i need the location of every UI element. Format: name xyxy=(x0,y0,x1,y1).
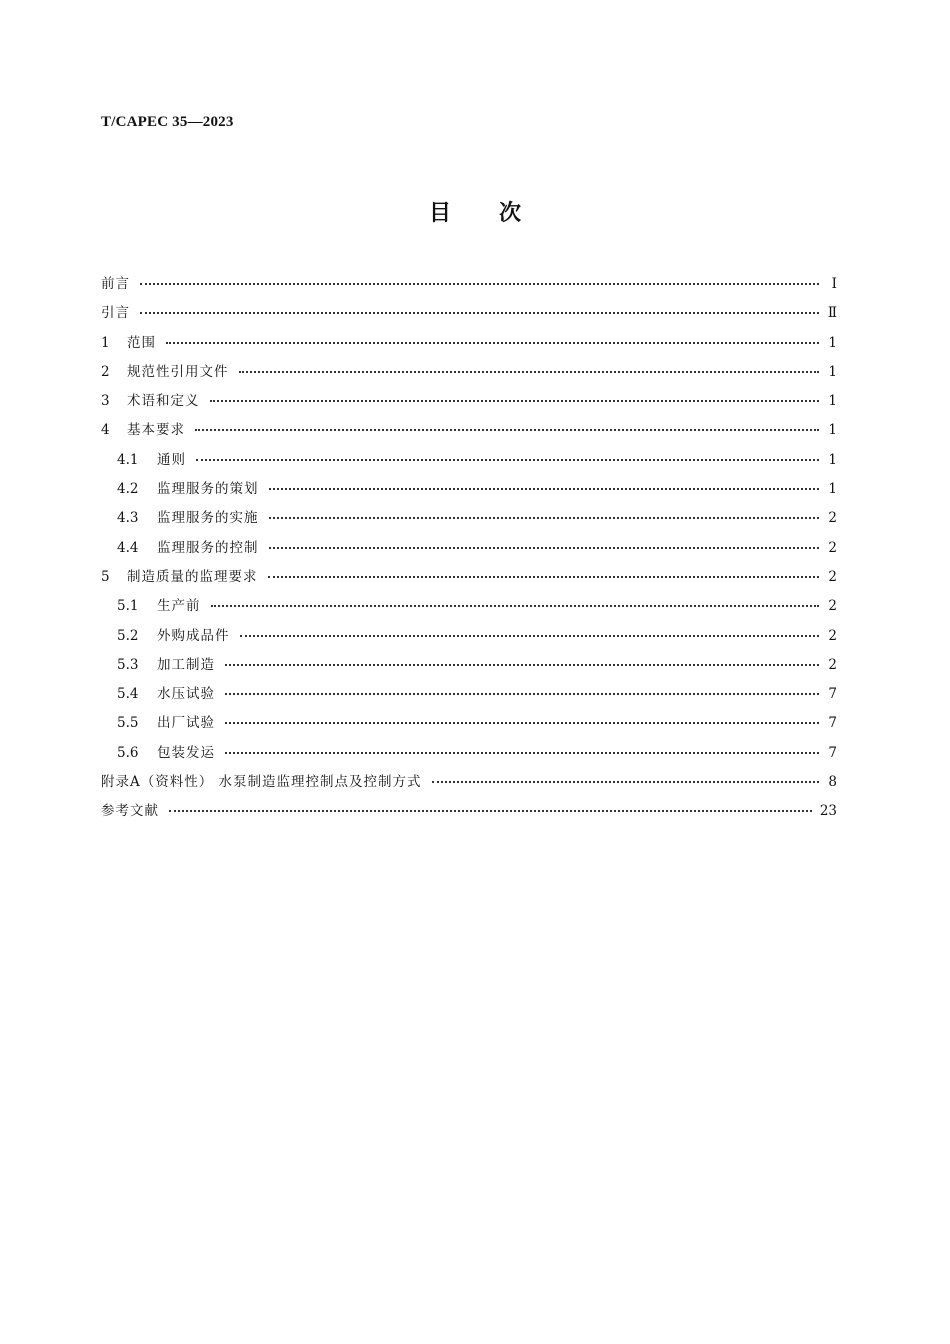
toc-entry-number: 5.3 xyxy=(117,656,139,673)
toc-entry-number: 5.6 xyxy=(117,744,139,761)
toc-entry[interactable] xyxy=(101,446,837,475)
toc-dot-leader xyxy=(225,752,819,754)
toc-entry-page: 1 xyxy=(828,334,837,351)
toc-entry-page: 2 xyxy=(828,656,837,673)
toc-dot-leader xyxy=(195,429,819,431)
toc-entry-page: 1 xyxy=(828,422,837,439)
toc-entry-label: 外购成品件 xyxy=(157,627,230,644)
toc-entry-label: 水压试验 xyxy=(157,686,215,703)
toc-entry-number: 4.1 xyxy=(117,451,139,468)
toc-dot-leader xyxy=(225,693,819,695)
toc-entry[interactable] xyxy=(101,592,837,621)
toc-entry[interactable] xyxy=(101,739,837,768)
toc-entry[interactable] xyxy=(101,709,837,738)
toc-dot-leader xyxy=(140,283,819,285)
toc-entry-page: Ⅱ xyxy=(827,305,837,322)
toc-entry-page: 2 xyxy=(828,598,837,615)
toc-entry-label: 基本要求 xyxy=(127,422,185,439)
toc-entry-label: 规范性引用文件 xyxy=(127,363,229,380)
toc-entry-page: 7 xyxy=(828,715,837,732)
toc-entry-number: 5.1 xyxy=(117,598,139,615)
toc-entry-label: 出厂试验 xyxy=(157,715,215,732)
toc-dot-leader xyxy=(211,605,820,607)
toc-entry[interactable] xyxy=(101,416,837,445)
toc-dot-leader xyxy=(166,342,819,344)
toc-entry-number: 3 xyxy=(101,393,110,410)
toc-entry-page: 2 xyxy=(828,510,837,527)
toc-entry-label: 加工制造 xyxy=(157,656,215,673)
toc-entry[interactable] xyxy=(101,797,837,826)
toc-entry-number: 5.4 xyxy=(117,686,139,703)
toc-dot-leader xyxy=(240,635,820,637)
toc-entry-label: 监理服务的实施 xyxy=(157,510,259,527)
toc-entry-number: 4.2 xyxy=(117,481,139,498)
toc-entry[interactable] xyxy=(101,768,837,797)
toc-entry-page: 1 xyxy=(828,363,837,380)
toc-entry-label: 引言 xyxy=(101,305,130,322)
toc-entry[interactable] xyxy=(101,329,837,358)
toc-entry-page: 2 xyxy=(828,568,837,585)
toc-entry-page: Ⅰ xyxy=(831,276,837,292)
toc-dot-leader xyxy=(196,459,819,461)
toc-entry-number: 2 xyxy=(101,363,110,380)
toc-dot-leader xyxy=(432,781,819,783)
toc-entry-page: 1 xyxy=(828,451,837,468)
toc-entry-number: 4 xyxy=(101,422,110,439)
toc-entry-page: 23 xyxy=(819,803,837,820)
document-code: T/CAPEC 35—2023 xyxy=(101,114,234,130)
toc-entry-label: 术语和定义 xyxy=(127,393,200,410)
toc-entry-label: 通则 xyxy=(157,451,186,468)
toc-dot-leader xyxy=(225,664,819,666)
toc-entry[interactable] xyxy=(101,622,837,651)
toc-entry-page: 7 xyxy=(828,744,837,761)
toc-entry-label: 前言 xyxy=(101,276,130,292)
toc-entry-label: 范围 xyxy=(127,334,156,351)
toc-dot-leader xyxy=(169,810,812,812)
toc-dot-leader xyxy=(269,488,820,490)
toc-entry[interactable] xyxy=(101,387,837,416)
toc-entry-number: 1 xyxy=(101,334,110,351)
table-of-contents xyxy=(101,270,837,827)
toc-entry-page: 2 xyxy=(828,539,837,556)
toc-entry-page: 2 xyxy=(828,627,837,644)
toc-dot-leader xyxy=(239,371,820,373)
toc-dot-leader xyxy=(269,517,820,519)
toc-entry-number: 4.4 xyxy=(117,539,139,556)
toc-entry[interactable] xyxy=(101,504,837,533)
toc-entry-label: 附录A（资料性） 水泵制造监理控制点及控制方式 xyxy=(101,774,422,791)
toc-dot-leader xyxy=(225,722,819,724)
toc-entry[interactable] xyxy=(101,299,837,328)
toc-entry-page: 1 xyxy=(828,393,837,410)
toc-entry[interactable] xyxy=(101,358,837,387)
toc-entry[interactable] xyxy=(101,270,837,299)
toc-entry-label: 监理服务的策划 xyxy=(157,481,259,498)
toc-entry-label: 参考文献 xyxy=(101,803,159,820)
toc-dot-leader xyxy=(140,312,819,314)
page-title: 目次 xyxy=(428,201,569,226)
toc-entry-label: 包装发运 xyxy=(157,744,215,761)
toc-entry-page: 8 xyxy=(828,774,837,791)
toc-entry[interactable] xyxy=(101,475,837,504)
toc-entry[interactable] xyxy=(101,651,837,680)
toc-entry[interactable] xyxy=(101,563,837,592)
toc-entry-label: 制造质量的监理要求 xyxy=(127,568,258,585)
toc-entry-label: 生产前 xyxy=(157,598,201,615)
toc-dot-leader xyxy=(269,547,820,549)
toc-entry[interactable] xyxy=(101,680,837,709)
toc-dot-leader xyxy=(268,576,820,578)
toc-dot-leader xyxy=(210,400,820,402)
toc-entry-page: 1 xyxy=(828,481,837,498)
toc-entry-number: 4.3 xyxy=(117,510,139,527)
toc-entry-page: 7 xyxy=(828,686,837,703)
toc-entry-number: 5 xyxy=(101,568,110,585)
toc-entry-number: 5.5 xyxy=(117,715,139,732)
toc-entry-label: 监理服务的控制 xyxy=(157,539,259,556)
toc-entry-number: 5.2 xyxy=(117,627,139,644)
toc-entry[interactable] xyxy=(101,534,837,563)
